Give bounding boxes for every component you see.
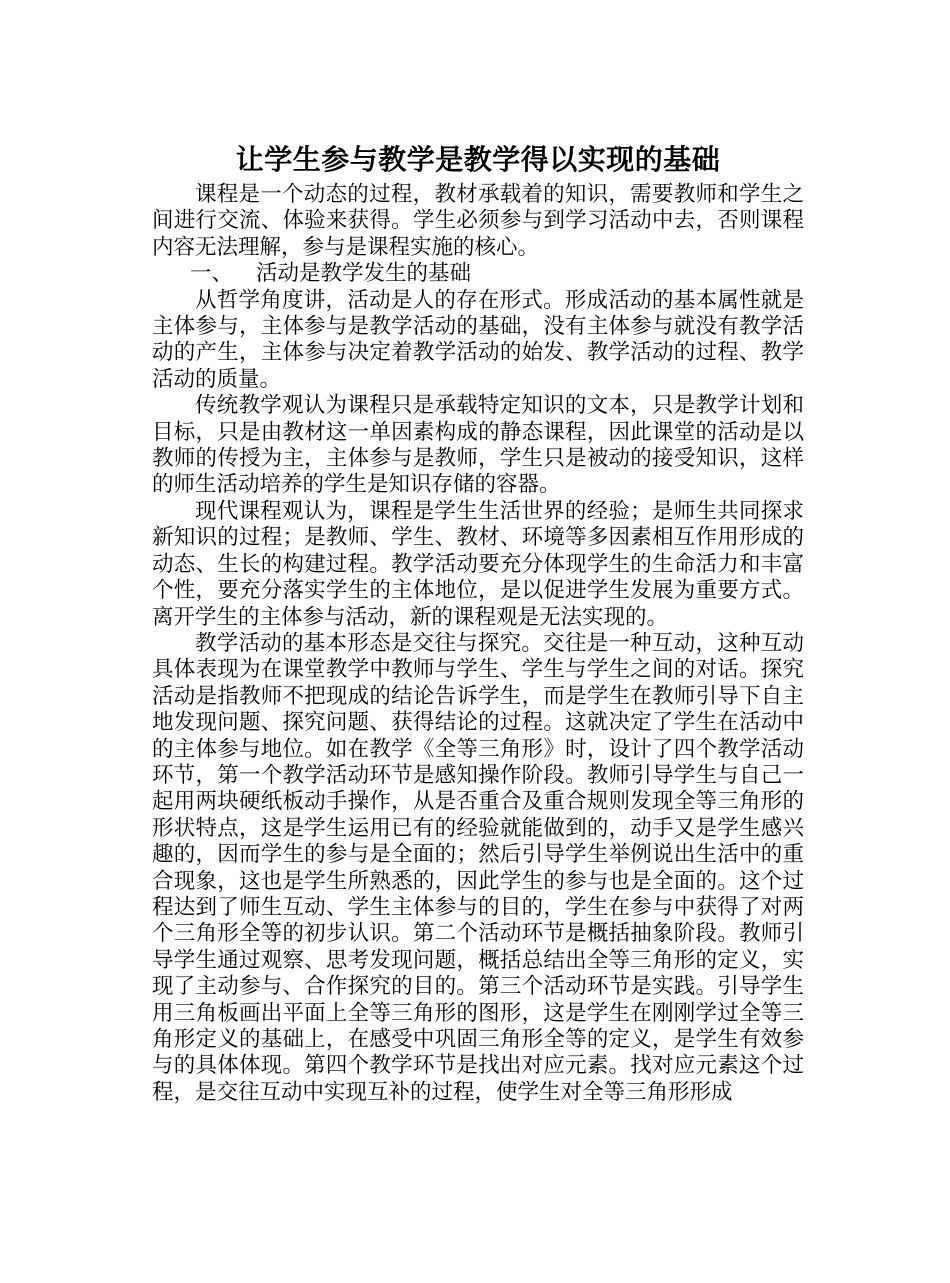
section-heading [152,261,804,287]
body-paragraph: 传统教学观认为课程只是承载特定知识的文本，只是教学计划和目标，只是由教材这一单因素构成的静态课程，因此课堂的活动是以教师的传授为主，主体参与是教师，学生只是被动的接受知识，这样的师生活动培养的学生是知识存储的容器。 [152,393,804,498]
body-paragraph: 现代课程观认为，课程是学生生活世界的经验；是师生共同探求新知识的过程；是教师、学生、教材、环境等多因素相互作用形成的动态、生长的构建过程。教学活动要充分体现学生的生命活力和丰富个性，要充分落实学生的主体地位，是以促进学生发展为重要方式。离开学生的主体参与活动，新的课程观是无法实现的。 [152,498,804,630]
intro-paragraph: 课程是一个动态的过程，教材承载着的知识，需要教师和学生之间进行交流、体验来获得。学生必须参与到学习活动中去，否则课程内容无法理解，参与是课程实施的核心。 [152,182,804,260]
document-title: 让学生参与教学是教学得以实现的基础 [235,143,721,176]
section-heading-text: 活动是教学发生的基础 [256,261,472,287]
section-number: 一、 [190,261,234,287]
body-paragraph: 教学活动的基本形态是交往与探究。交往是一种互动，这种互动具体表现为在课堂教学中教师与学生、学生与学生之间的对话。探究活动是指教师不把现成的结论告诉学生，而是学生在教师引导下自主地发现问题、探究问题、获得结论的过程。这就决定了学生在活动中的主体参与地位。如在教学《全等三角形》时，设计了四个教学活动环节，第一个教学活动环节是感知操作阶段。教师引导学生与自己一起用两块硬纸板动手操作，从是否重合及重合规则发现全等三角形的形状特点，这是学生运用已有的经验就能做到的，动手又是学生感兴趣的，因而学生的参与是全面的；然后引导学生举例说出生活中的重合现象，这也是学生所熟悉的，因此学生的参与也是全面的。这个过程达到了师生互动、学生主体参与的目的，学生在参与中获得了对两个三角形全等的初步认识。第二个活动环节是概括抽象阶段。教师引导学生通过观察、思考发现问题，概括总结出全等三角形的定义，实现了主动参与、合作探究的目的。第三个活动环节是实践。引导学生用三角板画出平面上全等三角形的图形，这是学生在刚刚学过全等三角形定义的基础上，在感受中巩固三角形全等的定义，是学生有效参与的具体体现。第四个教学环节是找出对应元素。找对应元素这个过程，是交往互动中实现互补的过程，使学生对全等三角形形成 [152,630,804,1105]
body-paragraph: 从哲学角度讲，活动是人的存在形式。形成活动的基本属性就是主体参与，主体参与是教学活动的基础，没有主体参与就没有教学活动的产生，主体参与决定着教学活动的始发、教学活动的过程、教学活动的质量。 [152,287,804,392]
document-page [152,138,804,1106]
